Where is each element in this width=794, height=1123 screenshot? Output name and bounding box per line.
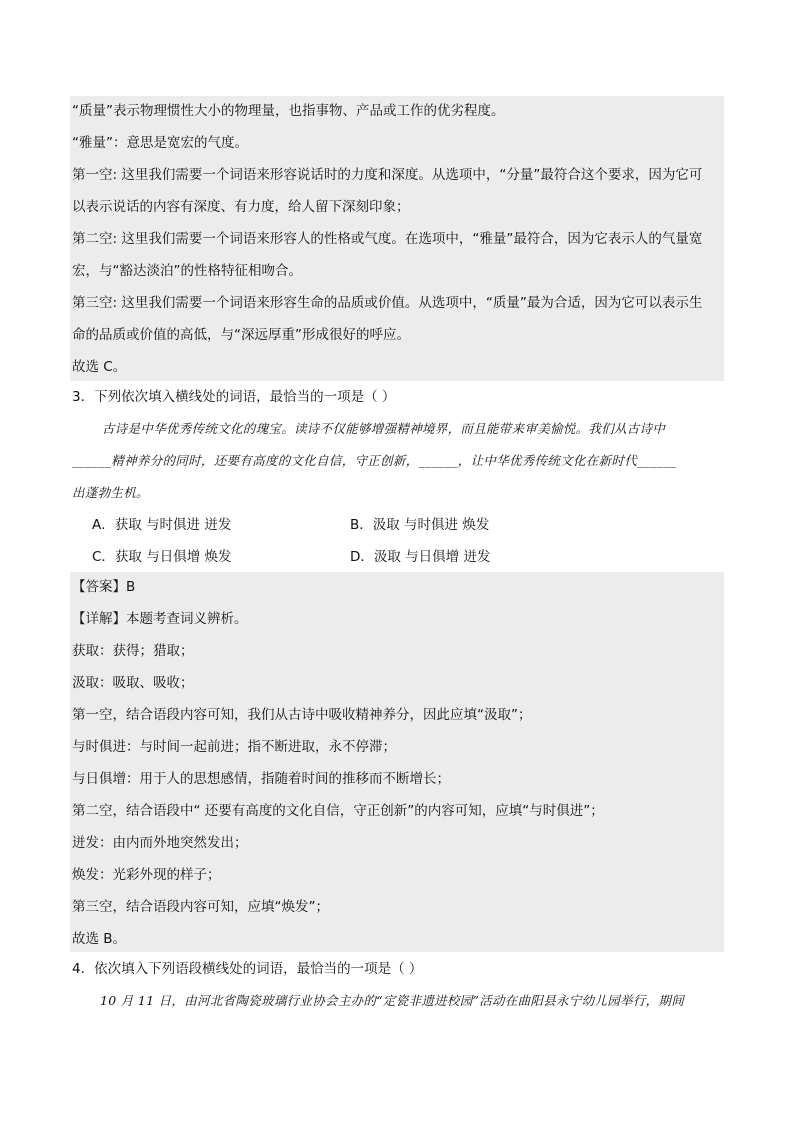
explanation-line: 焕发：光彩外现的样子； bbox=[72, 867, 221, 883]
explanation-line: 第二空: 这里我们需要一个词语来形容人的性格或气度。在选项中，“雅量”最符合，因为它表示人的气量宽 bbox=[72, 231, 703, 247]
explanation-line: 第三空: 这里我们需要一个词语来形容生命的品质或价值。从选项中，“质量”最为合适，因为它可以表示生 bbox=[72, 295, 703, 311]
explanation-line: 第三空，结合语段内容可知，应填“焕发”； bbox=[72, 899, 329, 915]
explanation-line: 与日俱增：用于人的思想感情，指随着时间的推移而不断增长； bbox=[72, 771, 450, 787]
explanation-line: 以表示说话的内容有深度、有力度，给人留下深刻印象； bbox=[72, 199, 410, 215]
explanation-line: 命的品质或价值的高低，与“深远厚重”形成很好的呼应。 bbox=[72, 327, 410, 343]
explanation-line: 【详解】本题考查词义辨析。 bbox=[72, 611, 248, 627]
explanation-line: 迸发：由内而外地突然发出； bbox=[72, 835, 248, 851]
explanation-line: 第一空，结合语段内容可知，我们从古诗中吸收精神养分，因此应填“汲取”； bbox=[72, 707, 532, 723]
explanation-line: “质量”表示物理惯性大小的物理量，也指事物、产品或工作的优劣程度。 bbox=[72, 103, 505, 119]
explanation-line: “雅量”：意思是宽宏的气度。 bbox=[72, 135, 248, 151]
option-a: A．获取 与时俱进 迸发 bbox=[92, 517, 232, 533]
answer-label: 【答案】B bbox=[72, 579, 136, 595]
explanation-line: 故选 C。 bbox=[72, 359, 127, 375]
question-passage-line: 出蓬勃生机。 bbox=[72, 485, 149, 500]
explanation-line: 第二空，结合语段中“ 还要有高度的文化自信，守正创新”的内容可知，应填“与时俱进”； bbox=[72, 803, 604, 819]
explanation-line: 与时俱进：与时间一起前进；指不断进取，永不停滞； bbox=[72, 739, 396, 755]
explanation-line: 第一空: 这里我们需要一个词语来形容说话时的力度和深度。从选项中，“分量”最符合这个要求，因为它可 bbox=[72, 167, 703, 183]
question-passage-line: 古诗是中华优秀传统文化的瑰宝。读诗不仅能够增强精神境界，而且能带来审美愉悦。我们从古诗中 bbox=[102, 421, 666, 436]
explanation-line: 获取：获得；猎取； bbox=[72, 643, 194, 659]
question-stem: 3．下列依次填入横线处的词语，最恰当的一项是（ ） bbox=[72, 389, 396, 405]
option-c: C．获取 与日俱增 焕发 bbox=[92, 549, 232, 565]
option-d: D．汲取 与日俱增 迸发 bbox=[350, 549, 491, 565]
explanation-line: 汲取：吸取、吸收； bbox=[72, 675, 194, 691]
explanation-line: 宏，与“豁达淡泊”的性格特征相吻合。 bbox=[72, 263, 302, 279]
explanation-line: 故选 B。 bbox=[72, 931, 127, 947]
question-passage-line: 10 月 11 日，由河北省陶瓷玻璃行业协会主办的“定瓷非遗进校园”活动在曲阳县永宁幼儿园举行，期间 bbox=[100, 993, 685, 1008]
question-passage-line: ______精神养分的同时，还要有高度的文化自信，守正创新，______，让中华优秀传统文化在新时代______ bbox=[72, 453, 677, 468]
question-stem: 4．依次填入下列语段横线处的词语，最恰当的一项是（ ） bbox=[72, 961, 423, 977]
option-b: B．汲取 与时俱进 焕发 bbox=[350, 517, 490, 533]
